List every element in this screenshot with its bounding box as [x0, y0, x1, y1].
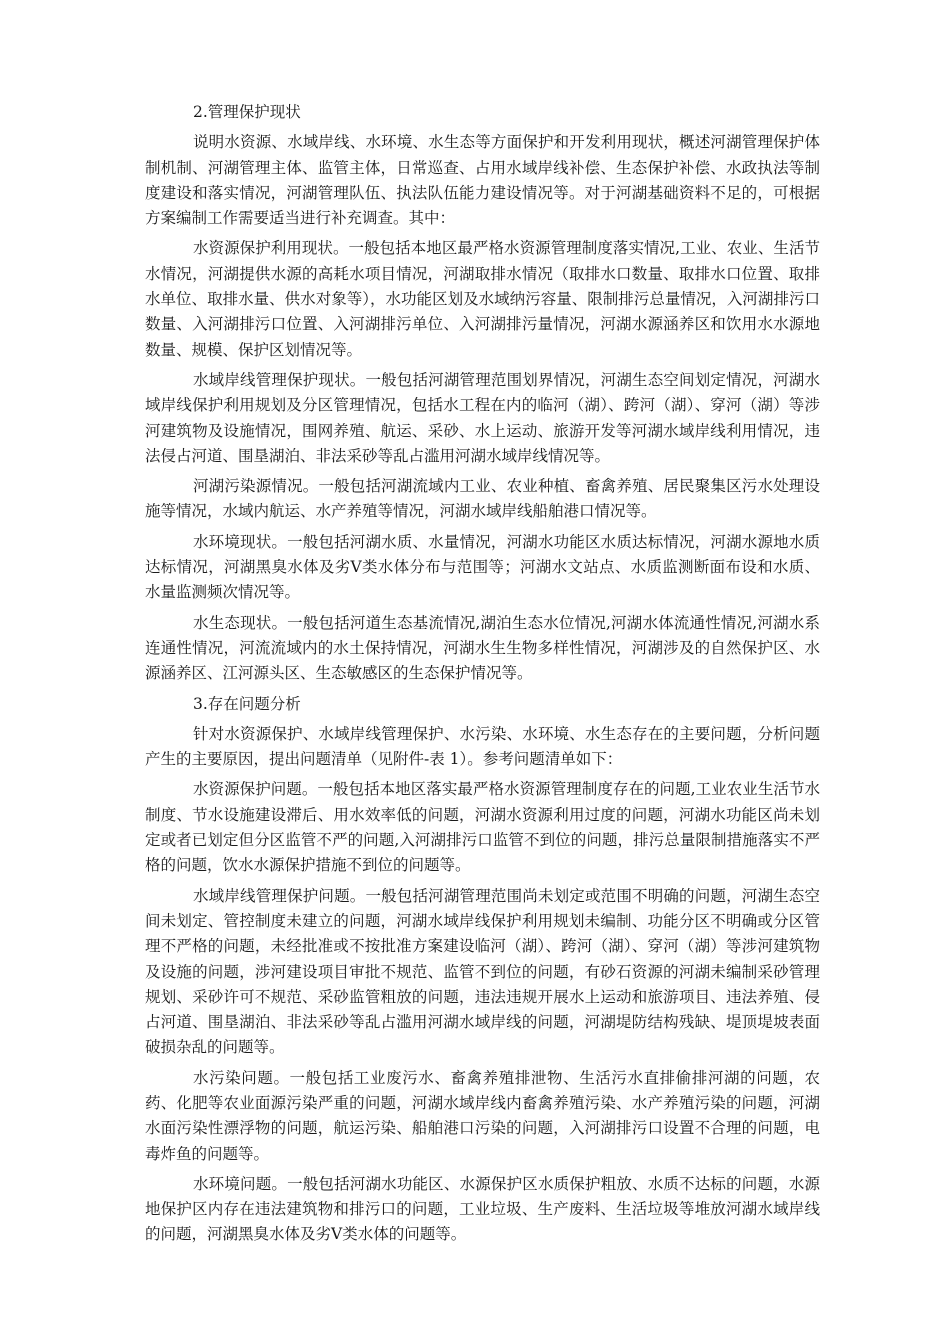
- document-page: [145, 100, 820, 1253]
- paragraph-shoreline-problems: 水域岸线管理保护问题。一般包括河湖管理范围尚未划定或范围不明确的问题，河湖生态空间未划定、管控制度未建立的问题，河湖水域岸线保护利用规划未编制、功能分区不明确或分区管理不严格的问题，未经批准或不按批准方案建设临河（湖）、跨河（湖）、穿河（湖）等涉河建筑物及设施的问题，涉河建设项目审批不规范、监管不到位的问题，有砂石资源的河湖未编制采砂管理规划、采砂许可不规范、采砂监管粗放的问题，违法违规开展水上运动和旅游项目、违法养殖、侵占河道、围垦湖泊、非法采砂等乱占滥用河湖水域岸线的问题，河湖堤防结构残缺、堤顶堤坡表面破损杂乱的问题等。: [145, 886, 820, 1057]
- paragraph-water-environment-status: 水环境现状。一般包括河湖水质、水量情况，河湖水功能区水质达标情况，河湖水源地水质达标情况，河湖黑臭水体及劣Ⅴ类水体分布与范围等；河湖水文站点、水质监测断面布设和水质、水量监测频次情况等。: [145, 532, 820, 602]
- section-2-heading: 2.管理保护现状: [193, 103, 301, 121]
- paragraph-water-resources-status: 水资源保护利用现状。一般包括本地区最严格水资源管理制度落实情况,工业、农业、生活节水情况，河湖提供水源的高耗水项目情况，河湖取排水情况（取排水口数量、取排水口位置、取排水单位、取排水量、供水对象等），水功能区划及水域纳污容量、限制排污总量情况，入河湖排污口数量、入河湖排污口位置、入河湖排污单位、入河湖排污量情况，河湖水源涵养区和饮用水水源地数量、规模、保护区划情况等。: [145, 239, 820, 359]
- paragraph-water-environment-problems: 水环境问题。一般包括河湖水功能区、水源保护区水质保护粗放、水质不达标的问题，水源地保护区内存在违法建筑物和排污口的问题，工业垃圾、生产废料、生活垃圾等堆放河湖水域岸线的问题，河湖黑臭水体及劣Ⅴ类水体的问题等。: [145, 1174, 820, 1244]
- paragraph-pollution-sources: 河湖污染源情况。一般包括河湖流域内工业、农业种植、畜禽养殖、居民聚集区污水处理设施等情况，水域内航运、水产养殖等情况，河湖水域岸线船舶港口情况等。: [145, 477, 820, 521]
- paragraph-shoreline-status: 水域岸线管理保护现状。一般包括河湖管理范围划界情况，河湖生态空间划定情况，河湖水域岸线保护利用规划及分区管理情况，包括水工程在内的临河（湖）、跨河（湖）、穿河（湖）等涉河建筑物及设施情况，围网养殖、航运、采砂、水上运动、旅游开发等河湖水域岸线利用情况，违法侵占河道、围垦湖泊、非法采砂等乱占滥用河湖水域岸线情况等。: [145, 370, 820, 465]
- section-3-intro: 针对水资源保护、水域岸线管理保护、水污染、水环境、水生态存在的主要问题，分析问题产生的主要原因，提出问题清单（见附件-表 1）。参考问题清单如下：: [145, 724, 820, 769]
- section-2-intro: 说明水资源、水域岸线、水环境、水生态等方面保护和开发利用现状，概述河湖管理保护体制机制、河湖管理主体、监管主体，日常巡查、占用水域岸线补偿、生态保护补偿、水政执法等制度建设和落实情况，河湖管理队伍、执法队伍能力建设情况等。对于河湖基础资料不足的，可根据方案编制工作需要适当进行补充调查。其中：: [145, 133, 820, 228]
- section-3-heading: 3.存在问题分析: [193, 694, 301, 713]
- paragraph-water-resources-problems: 水资源保护问题。一般包括本地区落实最严格水资源管理制度存在的问题,工业农业生活节水制度、节水设施建设滞后、用水效率低的问题，河湖水资源利用过度的问题，河湖水功能区尚未划定或者已划定但分区监管不严的问题,入河湖排污口监管不到位的问题，排污总量限制措施落实不严格的问题，饮水水源保护措施不到位的问题等。: [145, 780, 820, 875]
- paragraph-water-ecology-status: 水生态现状。一般包括河道生态基流情况,湖泊生态水位情况,河湖水体流通性情况,河湖水系连通性情况，河流流域内的水土保持情况，河湖水生生物多样性情况，河湖涉及的自然保护区、水源涵养区、江河源头区、生态敏感区的生态保护情况等。: [145, 613, 820, 683]
- paragraph-water-pollution-problems: 水污染问题。一般包括工业废污水、畜禽养殖排泄物、生活污水直排偷排河湖的问题，农药、化肥等农业面源污染严重的问题，河湖水域岸线内畜禽养殖污染、水产养殖污染的问题，河湖水面污染性漂浮物的问题，航运污染、船舶港口污染的问题，入河湖排污口设置不合理的问题，电毒炸鱼的问题等。: [145, 1068, 820, 1163]
